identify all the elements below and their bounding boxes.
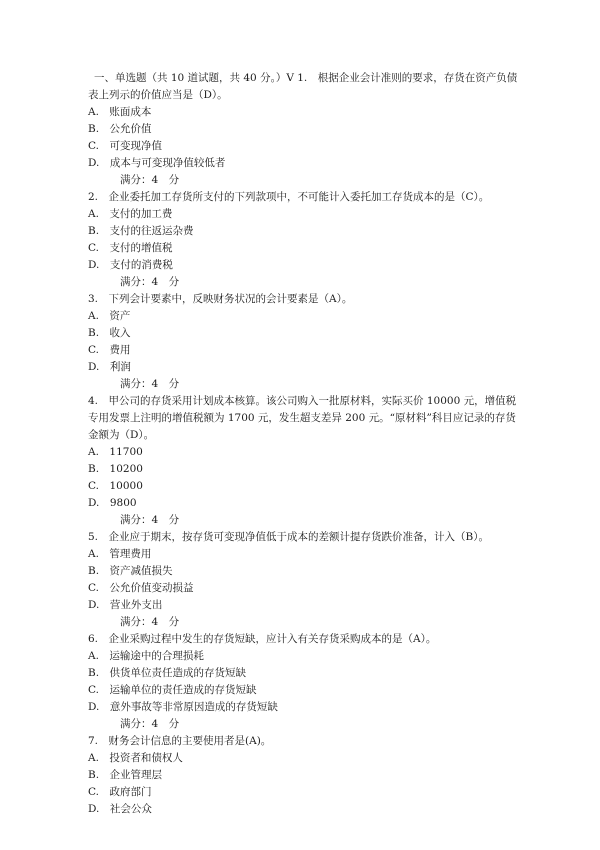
answer-option: B. 收入: [88, 327, 131, 339]
answer-option: B. 公允价值: [88, 123, 152, 135]
answer-option: A. 账面成本: [88, 106, 152, 118]
answer-option: B. 支付的往返运杂费: [88, 225, 194, 237]
answer-option: B. 企业管理层: [88, 769, 163, 781]
answer-option: A. 支付的加工费: [88, 208, 173, 220]
question-block: [88, 291, 518, 393]
answer-option: D. 9800: [88, 497, 137, 509]
question-block: [88, 631, 518, 733]
answer-option: C. 公允价值变动损益: [88, 582, 194, 594]
answer-option: D. 利润: [88, 361, 131, 373]
question-block: [88, 70, 518, 189]
answer-option: C. 支付的增值税: [88, 242, 173, 254]
score-label: 满分：4 分: [120, 378, 180, 390]
answer-option: A. 投资者和债权人: [88, 752, 183, 764]
question-title: 4. 甲公司的存货采用计划成本核算。该公司购入一批原材料，实际买价 10000 元，增值税专用发票上注明的增值税额为 1700 元，发生超支差异 200 元。“原材料”科目应记录的存货金额为（D）。: [88, 395, 517, 441]
answer-option: D. 意外事故等非常原因造成的存货短缺: [88, 701, 278, 713]
answer-option: C. 10000: [88, 480, 143, 492]
question-title: 7. 财务会计信息的主要使用者是(A)。: [88, 735, 272, 747]
answer-option: D. 支付的消费税: [88, 259, 173, 271]
question-title: 6. 企业采购过程中发生的存货短缺，应计入有关存货采购成本的是（A）。: [88, 633, 437, 645]
answer-option: C. 费用: [88, 344, 131, 356]
answer-option: C. 政府部门: [88, 786, 152, 798]
answer-option: D. 营业外支出: [88, 599, 163, 611]
score-label: 满分：4 分: [120, 616, 180, 628]
answer-option: D. 成本与可变现净值较低者: [88, 157, 226, 169]
answer-option: A. 运输途中的合理损耗: [88, 650, 204, 662]
answer-option: C. 运输单位的责任造成的存货短缺: [88, 684, 257, 696]
score-label: 满分：4 分: [120, 276, 180, 288]
answer-option: A. 11700: [88, 446, 143, 458]
question-block: [88, 393, 518, 529]
answer-option: B. 10200: [88, 463, 143, 475]
question-block: [88, 733, 518, 818]
question-title: 5. 企业应于期末，按存货可变现净值低于成本的差额计提存货跌价准备，计入（B）。: [88, 531, 489, 543]
score-label: 满分：4 分: [120, 718, 180, 730]
answer-option: B. 供货单位责任造成的存货短缺: [88, 667, 247, 679]
score-label: 满分：4 分: [120, 174, 180, 186]
question-title: 3. 下列会计要素中，反映财务状况的会计要素是（A）。: [88, 293, 353, 305]
score-label: 满分：4 分: [120, 514, 180, 526]
question-title: 2. 企业委托加工存货所支付的下列款项中，不可能计入委托加工存货成本的是（C）。: [88, 191, 490, 203]
answer-option: D. 社会公众: [88, 803, 152, 815]
answer-option: A. 管理费用: [88, 548, 152, 560]
answer-option: A. 资产: [88, 310, 131, 322]
question-block: [88, 189, 518, 291]
answer-option: B. 资产减值损失: [88, 565, 173, 577]
question-list: [88, 70, 518, 818]
question-block: [88, 529, 518, 631]
answer-option: C. 可变现净值: [88, 140, 162, 152]
question-title: 一、单选题（共 10 道试题，共 40 分。）V 1. 根据企业会计准则的要求，存货在资产负债表上列示的价值应当是（D）。: [88, 72, 518, 101]
